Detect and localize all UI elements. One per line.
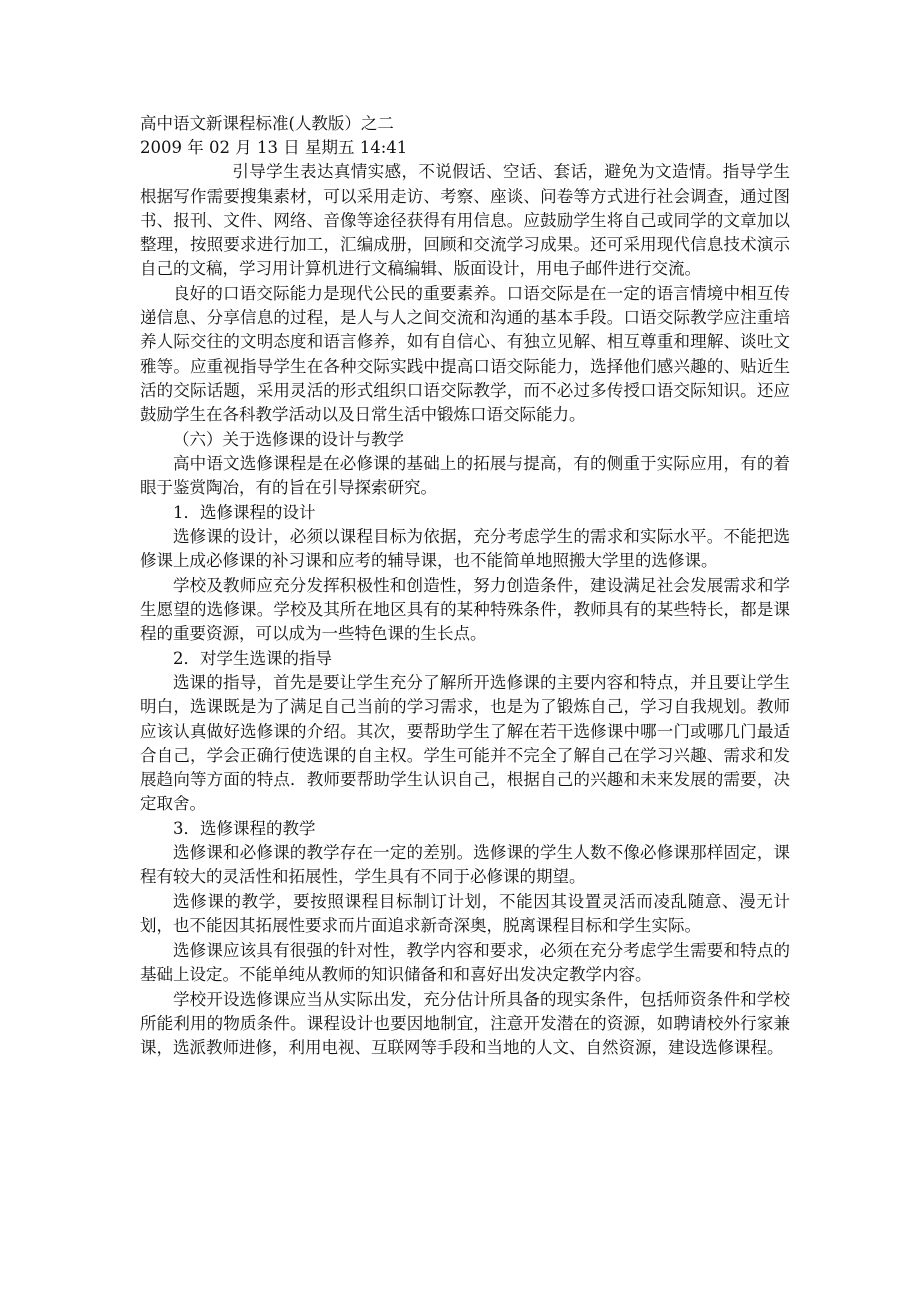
section-heading: 3．选修课程的教学 [173, 818, 316, 838]
paragraph: 高中语文选修课程是在必修课的基础上的拓展与提高，有的侧重于实际应用，有的着眼于鉴赏陶冶，有的旨在引导探索研究。 [140, 453, 790, 498]
paragraph: 选课的指导，首先是要让学生充分了解所开选修课的主要内容和特点，并且要让学生明白，选课既是为了满足自己当前的学习需求，也是为了锻炼自己，学习自我规划。教师应该认真做好选修课的介绍。其次，要帮助学生了解在若干选修课中哪一门或哪几门最适合自己，学会正确行使选课的自主权。学生可能并不完全了解自己在学习兴趣、需求和发展趋向等方面的特点．教师要帮助学生认识自己，根据自己的兴趣和未来发展的需要，决定取舍。 [140, 673, 790, 814]
paragraph: 学校及教师应充分发挥积极性和创造性，努力创造条件，建设满足社会发展需求和学生愿望的选修课。学校及其所在地区具有的某种特殊条件，教师具有的某些特长，都是课程的重要资源，可以成为一些特色课的生长点。 [140, 575, 790, 644]
section-heading: 1．选修课程的设计 [173, 502, 316, 522]
document-body [140, 160, 790, 1060]
paragraph: 选修课的设计，必须以课程目标为依据，充分考虑学生的需求和实际水平。不能把选修课上成必修课的补习课和应考的辅导课，也不能简单地照搬大学里的选修课。 [140, 526, 790, 571]
paragraph: 学校开设选修课应当从实际出发，充分估计所具备的现实条件，包括师资条件和学校所能利用的物质条件。课程设计也要因地制宜，注意开发潜在的资源，如聘请校外行家兼课，选派教师进修，利用电视、互联网等手段和当地的人文、自然资源，建设选修课程。 [140, 989, 790, 1058]
paragraph: 良好的口语交际能力是现代公民的重要素养。口语交际是在一定的语言情境中相互传递信息、分享信息的过程，是人与人之间交流和沟通的基本手段。口语交际教学应注重培养人际交往的文明态度和语言修养，如有自信心、有独立见解、相互尊重和理解、谈吐文雅等。应重视指导学生在各种交际实践中提高口语交际能力，选择他们感兴趣的、贴近生活的交际话题，采用灵活的形式组织口语交际教学，而不必过多传授口语交际知识。还应鼓励学生在各科教学活动以及日常生活中锻炼口语交际能力。 [140, 283, 790, 424]
section-heading: 2．对学生选课的指导 [173, 648, 332, 668]
document-title: 高中语文新课程标准(人教版）之二 [140, 114, 394, 133]
paragraph: 选修课和必修课的教学存在一定的差别。选修课的学生人数不像必修课那样固定，课程有较大的灵活性和拓展性，学生具有不同于必修课的期望。 [140, 843, 790, 887]
section-heading: （六）关于选修课的设计与教学 [173, 429, 404, 449]
document-date: 2009 年 02 月 13 日 星期五 14:41 [140, 138, 408, 158]
paragraph: 选修课应该具有很强的针对性，教学内容和要求，必须在充分考虑学生需要和特点的基础上设定。不能单纯从教师的知识储备和和喜好出发决定教学内容。 [140, 940, 790, 985]
paragraph: 引导学生表达真情实感，不说假话、空话、套话，避免为文造情。指导学生根据写作需要搜集素材，可以采用走访、考察、座谈、问卷等方式进行社会调查，通过图书、报刊、文件、网络、音像等途径获得有用信息。应鼓励学生将自己或同学的文章加以整理，按照要求进行加工，汇编成册，回顾和交流学习成果。还可采用现代信息技术演示自己的文稿，学习用计算机进行文稿编辑、版面设计，用电子邮件进行交流。 [140, 162, 790, 279]
paragraph: 选修课的教学，要按照课程目标制订计划，不能因其设置灵活而凌乱随意、漫无计划，也不能因其拓展性要求而片面追求新奇深奥，脱离课程目标和学生实际。 [140, 892, 790, 936]
document-page [140, 112, 790, 1061]
